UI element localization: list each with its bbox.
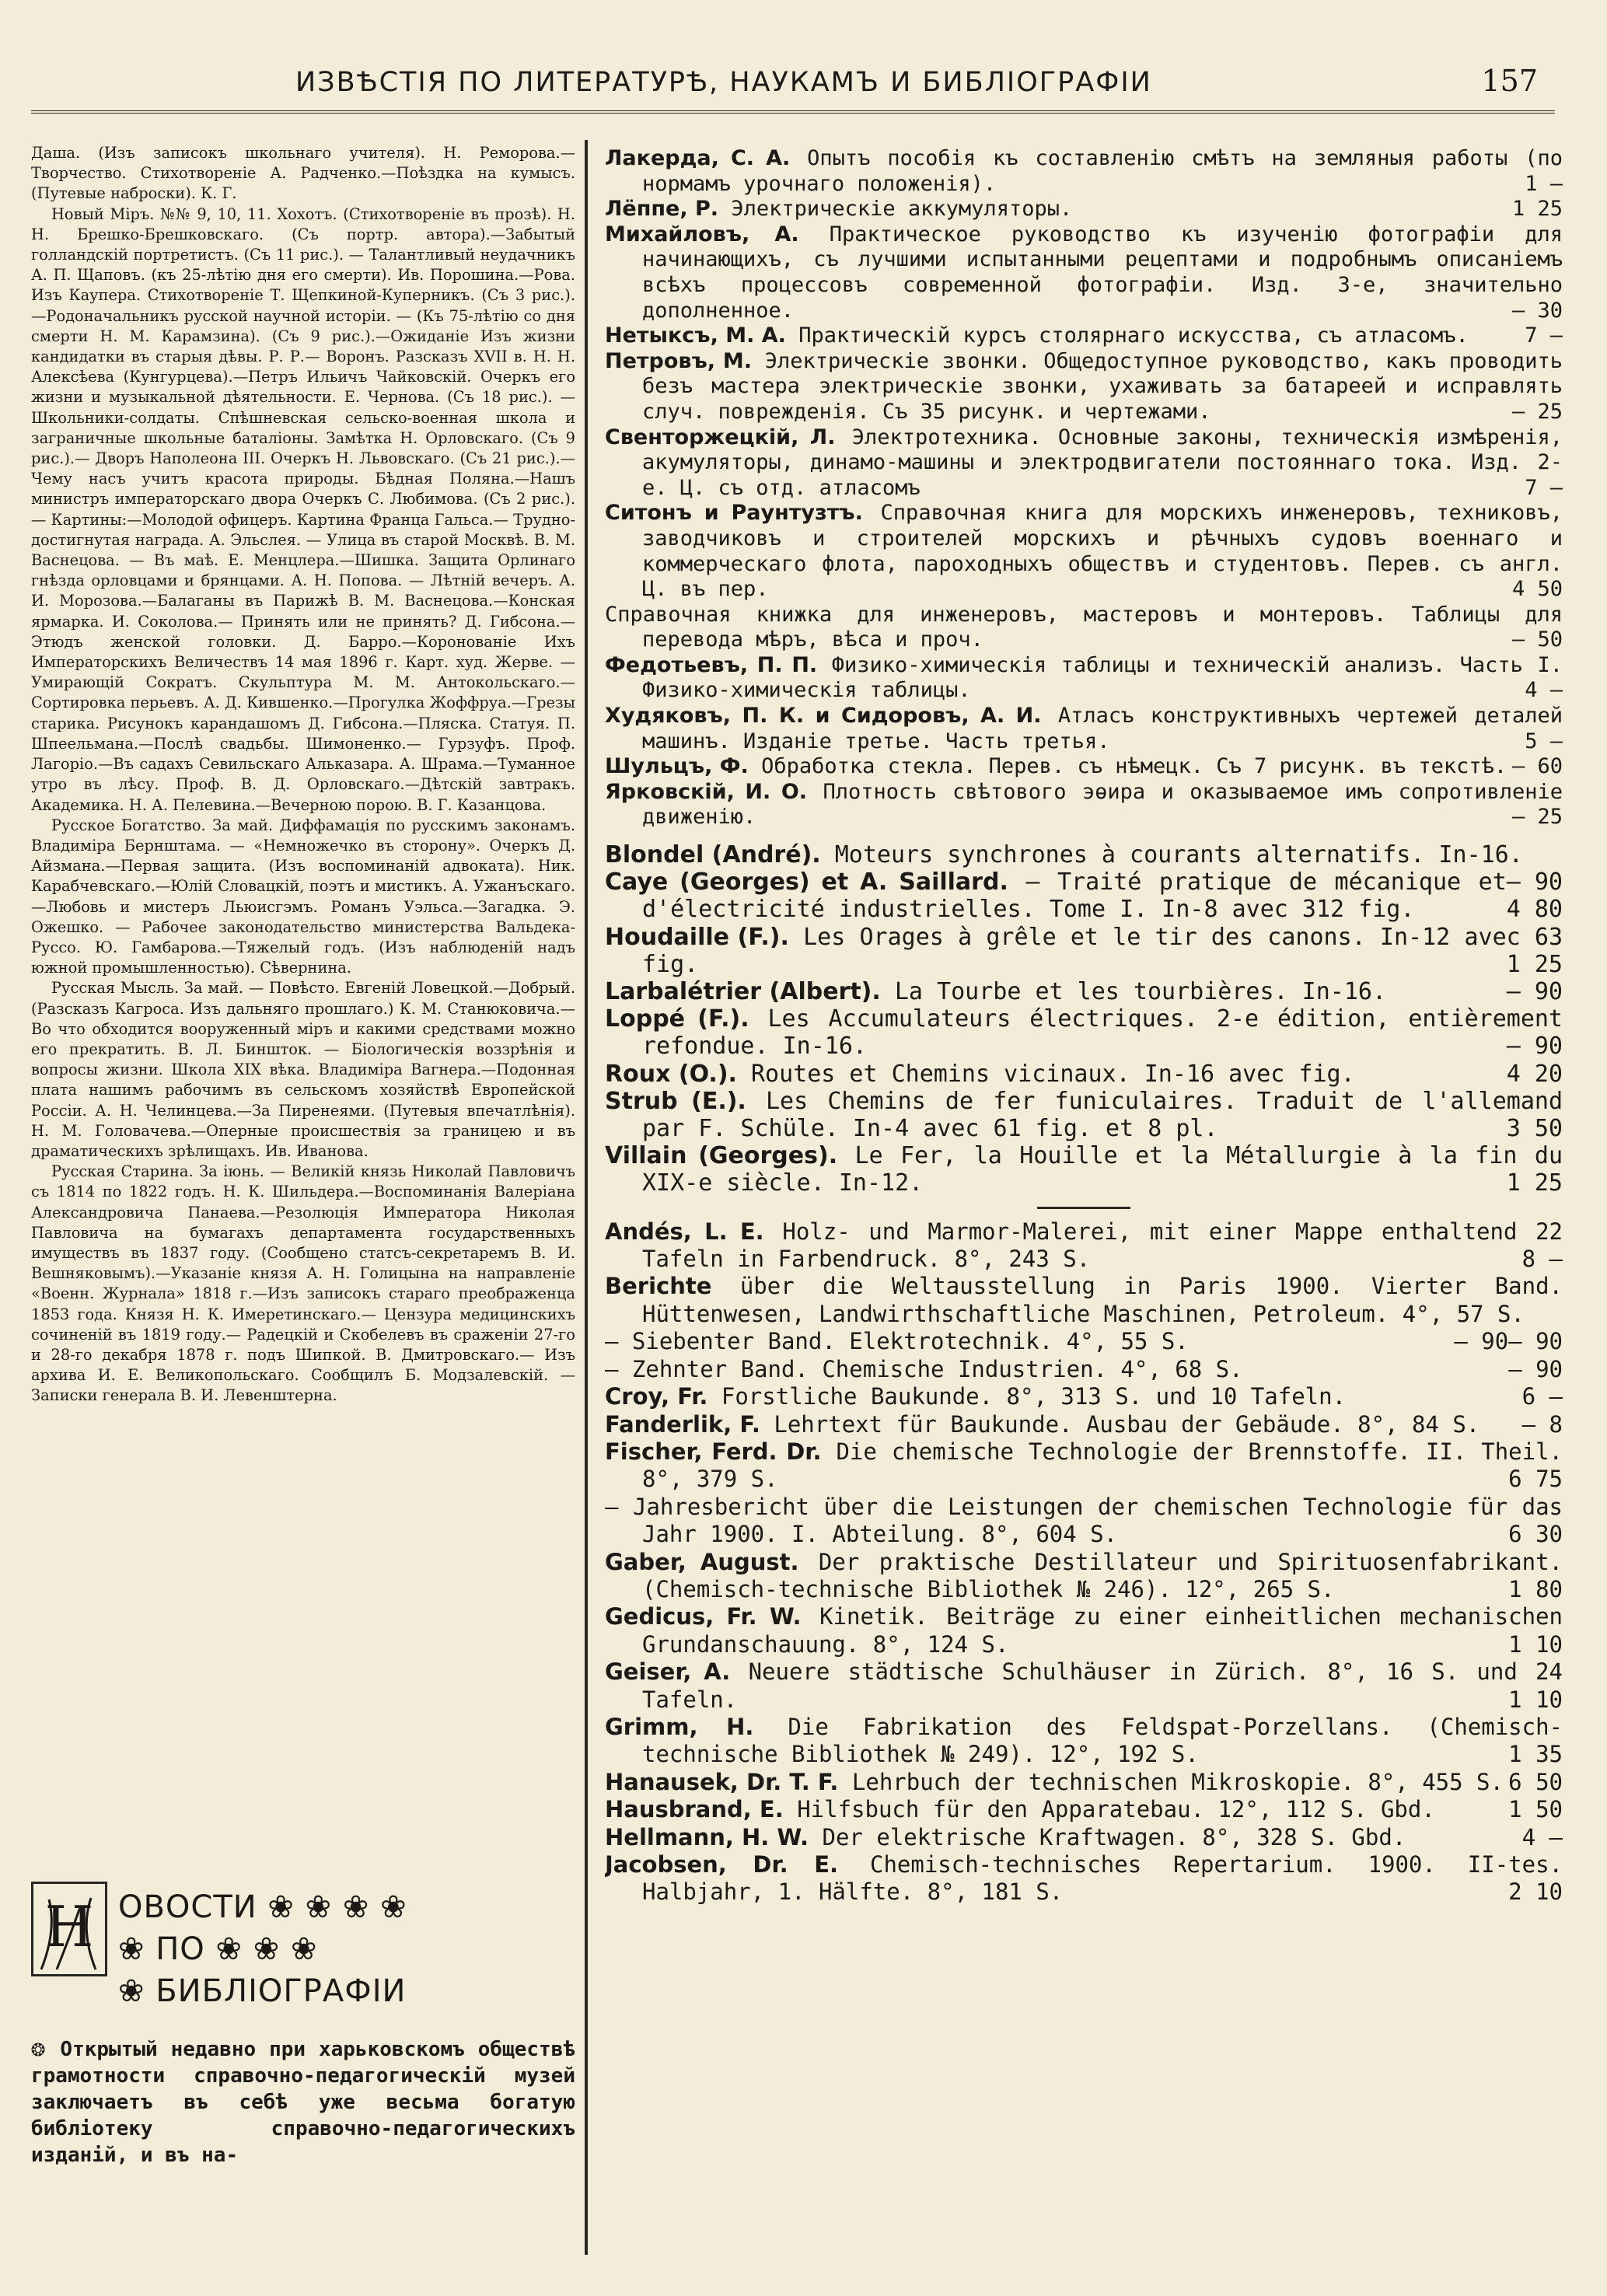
list-item	[605, 222, 1563, 323]
entry-price: 1 50	[1508, 1796, 1563, 1823]
entry-text: Kinetik. Beiträge zu einer einheitlichen mechanischen Grundanschauung. 8°, 124 S.	[642, 1603, 1563, 1658]
entry-text: Справочная книга для морскихъ инженеровъ, техниковъ, заводчиковъ и строителей морскихъ и рѣчныхъ судовъ военнаго и коммерческаго флота, пароходныхъ обществъ и студентовъ. Перев. съ англ. Ц. въ пер.	[642, 501, 1563, 602]
entry-author: Berichte	[605, 1273, 712, 1300]
list-item	[605, 1603, 1563, 1658]
entry-author: Hellmann, H. W.	[605, 1823, 809, 1850]
entry-price: 2 10	[1508, 1878, 1563, 1906]
french-list	[605, 841, 1563, 1197]
entry-author: Strub (E.).	[605, 1087, 746, 1115]
list-item	[605, 924, 1563, 978]
entry-price: 1 10	[1508, 1686, 1563, 1713]
entry-price: 4 —	[1521, 1823, 1563, 1850]
entry-text: Holz- und Marmor-Malerei, mit einer Mappe enthaltend 22 Tafeln in Farbendruck. 8°, 243 S.	[642, 1218, 1563, 1273]
entry-text: Die chemische Technologie der Brennstoffe. II. Theil. 8°, 379 S.	[642, 1438, 1563, 1493]
entry-price: 5 —	[1525, 729, 1563, 753]
entry-text: Опытъ пособія къ составленію смѣтъ на земляныя работы (по нормамъ урочнаго положенія).	[642, 146, 1563, 196]
entry-price: 1 —	[1525, 171, 1563, 196]
entry-price: 1 10	[1508, 1630, 1563, 1658]
entry-author: Houdaille (F.).	[605, 923, 789, 951]
entry-author: Blondel (André).	[605, 841, 821, 869]
news-initial-ornament	[31, 1882, 107, 1976]
list-item	[605, 868, 1563, 923]
entry-author: Михайловъ, А.	[605, 222, 799, 246]
list-item	[605, 653, 1563, 704]
list-item	[605, 1328, 1563, 1355]
entry-price: 1 80	[1508, 1575, 1563, 1602]
entry-author: Fanderlik, F.	[605, 1410, 760, 1438]
section-separator	[1037, 1207, 1130, 1209]
entry-price: 3 50	[1506, 1115, 1563, 1143]
entry-text: Атласъ конструктивныхъ чертежей деталей машинъ. Изданіе третье. Часть третья.	[642, 704, 1563, 753]
list-item	[605, 1658, 1563, 1714]
entry-text: über die Weltausstellung in Paris 1900. Vierter Band. Hüttenwesen, Landwirthschaftliche Maschinen, Petroleum. 4°, 57 S.	[642, 1273, 1563, 1327]
page-number: 157	[1481, 64, 1538, 98]
entry-text: Les Orages à grêle et le tir des canons. In-12 avec 63 fig.	[642, 923, 1563, 978]
entry-author: Hausbrand, E.	[605, 1796, 784, 1823]
entry-price: — 90	[1508, 1328, 1563, 1355]
list-item	[605, 1356, 1563, 1383]
list-item	[605, 1088, 1563, 1142]
entry-author: Худяковъ, П. К. и Сидоровъ, А. И.	[605, 704, 1042, 729]
entry-text: Практическій курсъ столярнаго искусства, съ атласомъ.	[798, 323, 1469, 348]
entry-price: 4 80	[1506, 896, 1563, 924]
entry-price: 6 30	[1508, 1521, 1563, 1548]
entry-price: — 60	[1511, 754, 1563, 779]
entry-text: — Jahresbericht über die Leistungen der chemischen Technologie für das Jahr 1900. I. Abteilung. 8°, 604 S.	[605, 1493, 1563, 1548]
entry-price: 8 —	[1521, 1246, 1563, 1273]
entry-text: La Tourbe et les tourbières. In-16.	[894, 978, 1387, 1006]
list-item	[605, 1005, 1563, 1060]
entry-author: Петровъ, М.	[605, 348, 753, 373]
list-item	[605, 197, 1563, 222]
russian-list	[605, 146, 1563, 830]
entry-text: Электротехника. Основные законы, техническія измѣренія, акумуляторы, динамо-машины и электродвигатели постояннаго тока. Изд. 2-е. Ц. съ отд. атласомъ	[642, 425, 1563, 500]
entry-text: Le Fer, la Houille et la Métallurgie à la fin du XIX-e siècle. In-12.	[642, 1142, 1563, 1197]
german-list	[605, 1218, 1563, 1906]
entry-text: Routes et Chemins vicinaux. In-16 avec fig.	[750, 1060, 1355, 1088]
entry-text: Физико-химическія таблицы и техническій анализъ. Часть I. Физико-химическія таблицы.	[642, 652, 1563, 703]
entry-price: — 8	[1521, 1410, 1563, 1438]
entry-price: 7 —	[1525, 323, 1563, 348]
list-item	[605, 349, 1563, 425]
entry-text: — Zehnter Band. Chemische Industrien. 4°, 68 S.	[605, 1355, 1243, 1382]
list-item	[605, 1218, 1563, 1274]
entry-author: Roux (O.).	[605, 1060, 737, 1088]
entry-price: — 50	[1511, 627, 1563, 652]
list-item	[605, 1494, 1563, 1549]
left-paragraph: Русская Мысль. За май. — Повѣсто. Евгеній Ловецкой.—Добрый. (Разсказъ Кагроса. Изъ дальняго прошлаго.) К. М. Станюковича.—Во что обходится вооруженный міръ и какими средствами можно его прекратить. В. Л. Биншток. — Біологическія воззрѣнія и вопросы жизни. Школа XIX вѣка. Владиміра Вагнера.—Подонная плата нашимъ рабочимъ въ сельскомъ хозяйствѣ Европейской Россіи. А. Н. Челинцева.—За Пиренеями. (Путевыя впечатлѣнія). Н. М. Головачева.—Оперные происшествія за границею и въ драматическихъ зрѣлищахъ. Ив. Иванова.	[31, 979, 575, 1160]
list-item	[605, 978, 1563, 1005]
right-column	[605, 146, 1563, 2245]
entry-price: 6 50	[1508, 1768, 1563, 1795]
running-title: ИЗВѢСТІЯ ПО ЛИТЕРАТУРѢ, НАУКАМЪ И БИБЛІОГРАФІИ	[295, 67, 1152, 98]
entry-text: Hilfsbuch für den Apparatebau. 12°, 112 S. Gbd.	[797, 1796, 1435, 1823]
entry-author: Croy, Fr.	[605, 1383, 708, 1410]
list-item	[605, 1549, 1563, 1604]
entry-text: Lehrtext für Baukunde. Ausbau der Gebäude. 8°, 84 S.	[774, 1410, 1480, 1438]
page-header	[31, 64, 1555, 114]
entry-price: 1 25	[1506, 1169, 1563, 1197]
list-item	[605, 1824, 1563, 1851]
entry-price: 4 50	[1511, 577, 1563, 602]
entry-author: Geiser, A.	[605, 1658, 731, 1686]
entry-text: Les Chemins de fer funiculaires. Traduit de l'allemand par F. Schüle. In-4 avec 61 fig. et 8 pl.	[642, 1087, 1563, 1143]
news-heading-line3: ❀ БИБЛІОГРАФІИ	[118, 1973, 407, 2009]
entry-text: Die Fabrikation des Feldspat-Porzellans. (Chemisch-technische Bibliothek № 249). 12°, 192 S.	[642, 1713, 1563, 1768]
entry-price: 6 75	[1508, 1466, 1563, 1493]
list-item	[605, 1769, 1563, 1796]
entry-author: Лёппе, Р.	[605, 197, 719, 222]
list-item	[605, 323, 1563, 349]
entry-text: Плотность свѣтового эѳира и оказываемое имъ сопротивленіе движенію.	[642, 779, 1563, 830]
entry-price: — 90	[1454, 1328, 1509, 1355]
entry-author: Jacobsen, Dr. E.	[605, 1851, 839, 1878]
entry-author: Villain (Georges).	[605, 1142, 838, 1170]
entry-text: Les Accumulateurs électriques. 2-e édition, entièrement refondue. In-16.	[642, 1005, 1563, 1061]
news-section	[31, 1882, 575, 2167]
list-item	[605, 1714, 1563, 1769]
entry-price: — 25	[1511, 805, 1563, 830]
entry-author: Gaber, August.	[605, 1548, 799, 1575]
entry-text: Обработка стекла. Перев. съ нѣмецк. Съ 7 рисунк. въ текстѣ.	[761, 754, 1507, 779]
entry-author: Лакерда, С. А.	[605, 146, 791, 170]
entry-author: Hanausek, Dr. T. F.	[605, 1768, 839, 1795]
entry-price: 4 —	[1525, 678, 1563, 703]
list-item	[605, 603, 1563, 653]
entry-author: Gedicus, Fr. W.	[605, 1603, 802, 1630]
entry-price: — 90	[1506, 978, 1563, 1006]
entry-text: Der elektrische Kraftwagen. 8°, 328 S. Gbd.	[822, 1823, 1406, 1850]
entry-text: Справочная книжка для инженеровъ, мастеровъ и монтеровъ. Таблицы для перевода мѣръ, вѣса и проч.	[605, 602, 1563, 652]
paragraph-ornament-icon: ❂	[31, 2035, 61, 2062]
entry-author: Шульцъ, Ф.	[605, 754, 749, 779]
left-column	[31, 143, 575, 1861]
entry-price: — 90	[1506, 868, 1563, 896]
list-item	[605, 146, 1563, 197]
list-item	[605, 1061, 1563, 1088]
left-paragraph: Новый Міръ. №№ 9, 10, 11. Хохотъ. (Стихотвореніе въ прозѣ). Н. Н. Брешко-Брешковскаго. (Съ портр. автора).—Забытый голландскій портретистъ. (Съ 11 рис.). — Талантливый неудачникъ А. П. Щаповъ. (къ 25-лѣтію дня его смерти). Ив. Порошина.—Рова. Изъ Каупера. Стихотвореніе Т. Щепкиной-Куперникъ. (Съ 3 рис.).—Родоначальникъ русской научной исторіи. — (Къ 75-лѣтію со дня смерти Н. М. Карамзина). (Съ 9 рис.).—Ожиданіе Изъ жизни кандидатки въ старыя дѣвы. Р. Р.— Воронъ. Разсказъ XVII в. Н. Н. Алексѣева (Кунгурцева).—Петръ Ильичъ Чайковскій. Очеркъ его жизни и музыкальной дѣятельности. Е. Чернова. (Съ 18 рис.). — Школьники-солдаты. Спѣшневская сельско-военная школа и заграничные школьные баталіоны. Замѣтка Н. Орловскаго. (Съ 9 рис.).— Дворъ Наполеона III. Очеркъ Н. Львовскаго. (Съ 21 рис.).—Чему насъ учитъ красота природы. Бѣдная Поляна.—Нашъ министръ императорскаго двора Очеркъ С. Любимова. (Съ 2 рис.).— Картины:—Молодой офицеръ. Картина Франца Гальса.— Трудно-достигнутая награда. А. Эльслея. — Улица въ старой Москвѣ. В. М. Васнецова. — Въ маѣ. Е. Менцлера.—Шишка. Защита Орлинаго гнѣзда орловцами и брянцами. А. Н. Попова. — Лѣтній вечеръ. А. И. Морозова.—Балаганы въ Парижѣ В. М. Васнецова.—Конская ярмарка. И. Соколова.— Принять или не принять? Д. Гибсона.—Этюдъ женской головки. Д. Барро.—Коронованіе Ихъ Императорскихъ Величествъ 14 мая 1896 г. Карт. худ. Жерве. — Умирающій Сократъ. Скульптура М. М. Антокольскаго.—Сортировка перьевъ. А. Д. Кившенко.—Прогулка Жоффруа.—Грезы старика. Рисунокъ карандашомъ Д. Гибсона.—Пляска. Статуя. П. Шпеельмана.—Послѣ свадьбы. Шимоненко.— Гурзуфъ. Проф. Лагоріо.—Въ садахъ Севильскаго Альказара. А. Шрама.—Туманное утро въ лѣсу. Проф. В. Д. Орловскаго.—Дѣтскій завтракъ. Академика. Н. А. Пелевина.—Вечерною порою. В. Г. Казанцова.	[31, 204, 575, 814]
entry-text: Forstliche Baukunde. 8°, 313 S. und 10 Tafeln.	[721, 1383, 1347, 1410]
news-heading-line2: ❀ ПО ❀ ❀ ❀	[118, 1931, 318, 1967]
entry-text: Практическое руководство къ изученію фотографіи для начинающихъ, съ лучшими испытанными рецептами и подробнымъ описаніемъ всѣхъ процессовъ современной фотографіи. Изд. 3-е, значительно дополненное.	[642, 222, 1563, 323]
entry-text: Der praktische Destillateur und Spirituosenfabrikant. (Chemisch-technische Bibliothek № 246). 12°, 265 S.	[642, 1548, 1563, 1602]
entry-text: Neuere städtische Schulhäuser in Zürich. 8°, 16 S. und 24 Tafeln.	[642, 1658, 1563, 1713]
entry-author: Larbalétrier (Albert).	[605, 978, 881, 1006]
list-item	[605, 425, 1563, 501]
entry-author: Ярковскій, И. О.	[605, 779, 808, 804]
entry-author: Grimm, H.	[605, 1713, 754, 1740]
entry-price: — 90	[1508, 1355, 1563, 1382]
entry-text: Moteurs synchrones à courants alternatifs. In-16.	[834, 841, 1523, 869]
left-paragraph: Русское Богатство. За май. Диффамація по русскимъ законамъ. Владиміра Бернштама. — «Немножечко въ сторону». Очеркъ Д. Айзмана.—Первая защита. (Изъ воспоминаній адвоката). Ник. Карабчевскаго.—Юлій Словацкій, поэтъ и мистикъ. А. Ужанъскаго.—Любовь и мистеръ Льюисгэмъ. Романъ Уэльса.—Загадка. Э. Ожешко. — Рабочее законодательство министерства Вальдека-Руссо. Ю. Гамбарова.—Тяжелый годъ. (Изъ наблюденій надъ южной промышленностью). Сѣвернина.	[31, 816, 575, 977]
entry-price: 4 20	[1506, 1060, 1563, 1088]
entry-price: — 30	[1511, 298, 1563, 323]
entry-text: Lehrbuch der technischen Mikroskopie. 8°, 455 S.	[851, 1768, 1504, 1795]
list-item	[605, 1383, 1563, 1410]
list-item	[605, 754, 1563, 780]
list-item	[605, 1851, 1563, 1906]
list-item	[605, 1796, 1563, 1823]
entry-price: 7 —	[1525, 475, 1563, 500]
entry-text: Электрическіе аккумуляторы.	[731, 197, 1073, 222]
entry-author: Fischer, Ferd. Dr.	[605, 1438, 822, 1465]
list-item	[605, 1438, 1563, 1494]
entry-price: 1 25	[1511, 197, 1563, 222]
entry-author: Нетыксъ, М. А.	[605, 323, 786, 348]
entry-price: 1 35	[1508, 1741, 1563, 1768]
entry-price: 6 —	[1521, 1383, 1563, 1410]
entry-text: — Siebenter Band. Elektrotechnik. 4°, 55 S.	[605, 1328, 1189, 1355]
entry-price: — 90	[1506, 1033, 1563, 1061]
news-text: Открытый недавно при харьковскомъ обществѣ грамотности справочно-педагогическій музей заключаетъ въ себѣ уже весьма богатую библіотеку справочно-педагогическихъ изданій, и въ на-	[31, 2038, 575, 2167]
list-item	[605, 1142, 1563, 1197]
entry-author: Федотьевъ, П. П.	[605, 652, 818, 677]
entry-author: Andés, L. E.	[605, 1218, 764, 1245]
entry-text: — Traité pratique de mécanique et d'électricité industrielles. Tome I. In-8 avec 312 fig.	[642, 868, 1507, 924]
news-paragraph	[31, 2036, 575, 2168]
entry-author: Caye (Georges) et A. Saillard.	[605, 868, 1008, 896]
entry-author: Свенторжецкій, Л.	[605, 425, 836, 449]
svg-text:Н: Н	[44, 1894, 94, 1959]
entry-author: Ситонъ и Раунтузтъ.	[605, 501, 863, 526]
entry-text: Chemisch-technisches Repertarium. 1900. II-tes. Halbjahr, 1. Hälfte. 8°, 181 S.	[642, 1851, 1563, 1906]
list-item	[605, 704, 1563, 754]
entry-price: 1 25	[1506, 950, 1563, 978]
list-item	[605, 501, 1563, 602]
left-paragraph: Русская Старина. За іюнь. — Великій князь Николай Павловичъ съ 1814 по 1822 годъ. Н. К. Шильдера.—Воспоминанія Валеріана Александровича Панаева.—Резолюція Императора Николая Павловича на бумагахъ департамента государственныхъ имуществъ въ 1837 году. (Сообщено статсъ-секретаремъ В. И. Вешняковымъ).—Указаніе князя А. Н. Голицына на направленіе «Военн. Журнала» 1818 г.—Изъ записокъ стараго преображенца 1853 года. Князя Н. К. Имеретинскаго.— Цензура медицинскихъ сочиненій въ 1819 году.— Радецкій и Скобелевъ въ сраженіи 27-го и 28-го декабря 1878 г. подъ Шипкой. В. Дмитровскаго.— Изъ архива И. Е. Великопольскаго. Сообщилъ Б. Модзалевскій. — Записки генерала В. И. Левенштерна.	[31, 1162, 575, 1405]
column-divider	[585, 140, 588, 2255]
news-heading-line1: ОВОСТИ ❀ ❀ ❀ ❀	[118, 1889, 407, 1925]
list-item	[605, 1411, 1563, 1438]
list-item	[605, 780, 1563, 830]
left-paragraph: Даша. (Изъ записокъ школьнаго учителя). Н. Реморова.—Творчество. Стихотвореніе А. Радченко.—Поѣздка на кумысъ. (Путевые наброски). К. Г.	[31, 144, 575, 203]
entry-author: Loppé (F.).	[605, 1005, 749, 1033]
entry-text: Электрическіе звонки. Общедоступное руководство, какъ проводить безъ мастера электрическіе звонки, ухаживать за батареей и исправлять случ. поврежденія. Съ 35 рисунк. и чертежами.	[642, 348, 1563, 424]
entry-price: — 25	[1511, 399, 1563, 424]
